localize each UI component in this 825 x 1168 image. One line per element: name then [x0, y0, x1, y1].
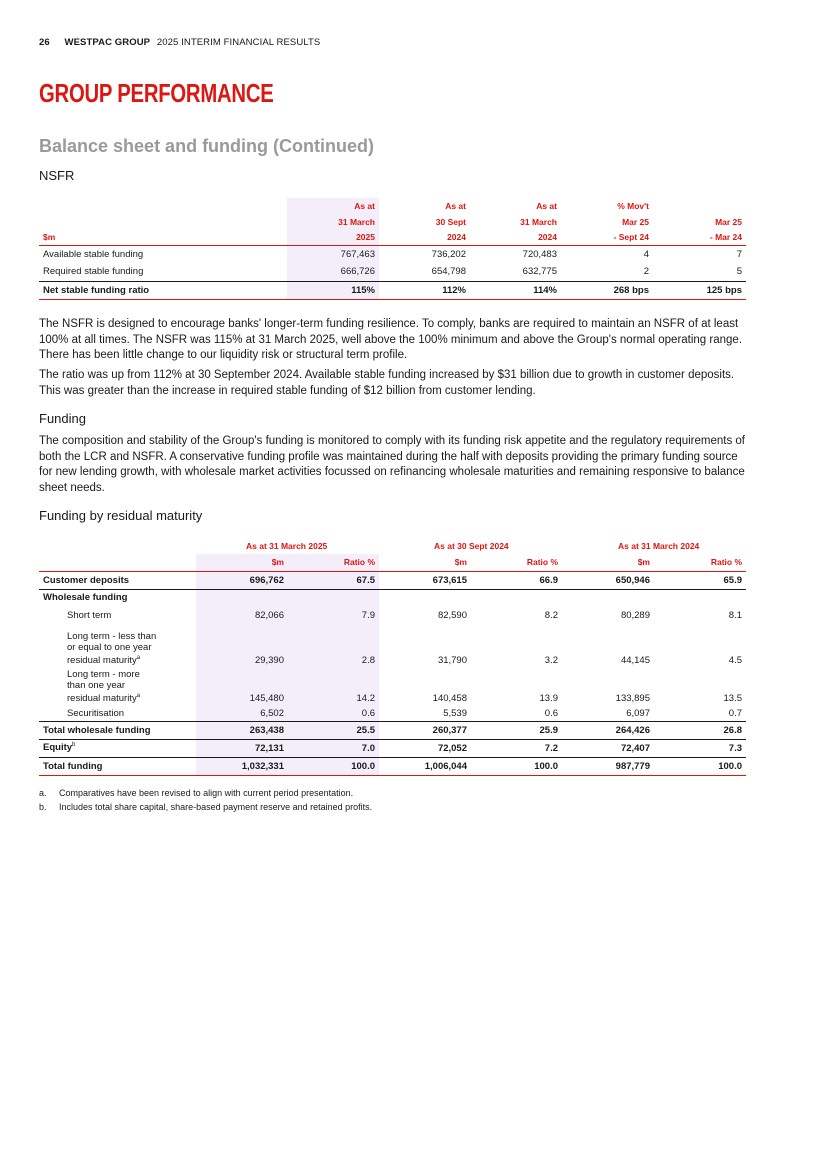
cell: 7.2 — [544, 742, 558, 754]
col-header: Mar 25 — [622, 217, 649, 227]
report-name: 2025 INTERIM FINANCIAL RESULTS — [156, 37, 321, 48]
footnote — [39, 788, 353, 798]
footnote-text: Includes total share capital, share-based payment reserve and retained profits. — [59, 802, 373, 812]
col-header: 2025 — [287, 230, 379, 245]
cell: 114% — [533, 284, 557, 296]
row-label: Total wholesale funding — [43, 724, 151, 736]
cell: 14.2 — [288, 668, 379, 706]
footnote-ref: a — [136, 654, 141, 661]
cell: 7.9 — [288, 606, 379, 624]
nsfr-header-row — [39, 230, 746, 245]
col-header: As at — [445, 201, 466, 211]
cell: 7.0 — [288, 739, 379, 757]
unit-label: $m — [43, 232, 56, 243]
row-label-text: Equity — [43, 742, 73, 754]
nsfr-header-row — [39, 214, 746, 230]
cell: 7 — [736, 248, 742, 260]
table-row — [39, 589, 746, 606]
cell: 72,131 — [196, 739, 288, 757]
funding-header-row — [39, 538, 746, 554]
cell: 987,779 — [615, 760, 650, 772]
company-name: WESTPAC GROUP — [64, 37, 151, 48]
cell: 720,483 — [522, 248, 557, 260]
table-row — [39, 668, 746, 706]
footnote-ref: b — [72, 742, 76, 749]
table-row — [39, 263, 746, 281]
col-header: $m — [637, 557, 650, 568]
row-label: Customer deposits — [43, 574, 130, 586]
row-label: Total funding — [43, 760, 103, 772]
row-label: Available stable funding — [43, 248, 144, 260]
cell: 65.9 — [723, 574, 742, 586]
funding-table-heading: Funding by residual maturity — [39, 508, 203, 523]
cell: 100.0 — [718, 760, 742, 772]
col-header: Ratio % — [526, 557, 558, 568]
cell: 80,289 — [620, 609, 650, 621]
col-header: 31 March — [520, 217, 557, 227]
cell: 1,032,331 — [196, 757, 288, 775]
col-header: 30 Sept — [435, 217, 466, 227]
table-row — [39, 606, 746, 624]
cell: 767,463 — [287, 245, 379, 263]
section-title: GROUP PERFORMANCE — [39, 78, 274, 108]
cell: 72,407 — [620, 742, 650, 754]
cell: 696,762 — [196, 571, 288, 589]
row-label: Securitisation — [67, 707, 125, 719]
cell: 25.9 — [539, 724, 558, 736]
footnote — [39, 802, 372, 812]
row-label-line: than one year — [67, 679, 126, 691]
row-label — [39, 739, 196, 757]
col-header: 2024 — [447, 232, 466, 243]
cell: 268 bps — [613, 284, 649, 296]
cell: 44,145 — [620, 655, 650, 666]
table-row — [39, 757, 746, 775]
cell: 2.8 — [288, 624, 379, 668]
row-label: Net stable funding ratio — [43, 284, 150, 296]
cell: 66.9 — [539, 574, 558, 586]
footnote-mark: a. — [39, 788, 47, 798]
col-header: As at — [536, 201, 557, 211]
col-header: - Mar 24 — [709, 232, 742, 243]
cell: 632,775 — [522, 266, 557, 278]
row-label-line: Long term - more — [67, 668, 140, 680]
col-header: 31 March — [287, 214, 379, 230]
table-row — [39, 571, 746, 589]
cell: 7.3 — [728, 742, 742, 754]
cell: 8.2 — [544, 609, 558, 621]
cell: 100.0 — [288, 757, 379, 775]
table-row — [39, 624, 746, 668]
table-row — [39, 245, 746, 263]
cell: 82,590 — [437, 609, 467, 621]
col-header: Ratio % — [288, 554, 379, 571]
group-header: As at 31 March 2024 — [618, 541, 700, 551]
col-header: Mar 25 — [715, 217, 742, 227]
cell: 654,798 — [431, 266, 466, 278]
cell: 82,066 — [196, 606, 288, 624]
cell: 4.5 — [728, 655, 742, 666]
col-header: 2024 — [538, 232, 557, 243]
cell: 125 bps — [706, 284, 742, 296]
col-header: $m — [196, 554, 288, 571]
cell: 3.2 — [544, 655, 558, 666]
cell: 1,006,044 — [424, 760, 467, 772]
col-header: % Mov't — [617, 201, 649, 211]
cell: 26.8 — [723, 724, 742, 736]
funding-header-row — [39, 554, 746, 571]
row-label-text: residual maturity — [67, 655, 137, 666]
cell: 112% — [442, 284, 466, 296]
row-label: Required stable funding — [43, 266, 144, 278]
col-header: Ratio % — [710, 557, 742, 568]
group-header: As at 31 March 2025 — [246, 541, 328, 551]
row-label: Wholesale funding — [43, 592, 128, 604]
funding-heading: Funding — [39, 411, 86, 426]
row-label-text: residual maturity — [67, 693, 137, 704]
footnote-mark: b. — [39, 802, 47, 812]
cell: 666,726 — [287, 263, 379, 281]
cell: 145,480 — [196, 668, 288, 706]
row-label — [39, 624, 196, 668]
cell: 6,502 — [196, 706, 288, 721]
cell: 140,458 — [432, 693, 467, 704]
cell: 4 — [643, 248, 649, 260]
nsfr-header-row — [39, 198, 746, 214]
paragraph: The ratio was up from 112% at 30 September 2024. Available stable funding increased by $31 billion due to growth in customer deposits. This was greater than the increase in required stable funding of $12 billion from customer lending. — [39, 369, 735, 397]
cell: 5 — [736, 266, 742, 278]
col-header: $m — [454, 557, 467, 568]
cell: 25.5 — [288, 721, 379, 739]
cell: 13.5 — [723, 693, 742, 704]
cell: 263,438 — [196, 721, 288, 739]
cell: 29,390 — [196, 624, 288, 668]
cell: 650,946 — [615, 574, 650, 586]
cell: 0.7 — [728, 707, 742, 719]
cell: 8.1 — [728, 609, 742, 621]
cell: 100.0 — [534, 760, 558, 772]
cell: 115% — [287, 281, 379, 299]
page-header — [39, 37, 320, 48]
paragraph: The composition and stability of the Group's funding is monitored to comply with its funding risk appetite and the regulatory requirements of both the LCR and NSFR. A conservative funding profile was maintained during the half with deposits providing the primary funding source for new lending growth, with wholesale market activities focussed on refinancing wholesale maturities and remaining responsive to balance sheet needs. — [39, 435, 745, 494]
table-row — [39, 739, 746, 757]
table-row — [39, 281, 746, 299]
cell: 133,895 — [615, 693, 650, 704]
paragraph: The NSFR is designed to encourage banks' longer-term funding resilience. To comply, banks are required to maintain an NSFR of at least 100% at all times. The NSFR was 115% at 31 March 2025, well above the 100% minimum and above the Group's normal operating range. There has been little change to our liquidity risk or structural term profile. — [39, 318, 743, 361]
cell: 2 — [643, 266, 649, 278]
cell: 0.6 — [544, 707, 558, 719]
cell: 673,615 — [432, 574, 467, 586]
row-label: Short term — [67, 609, 112, 621]
cell: 13.9 — [539, 693, 558, 704]
cell: 5,539 — [443, 707, 467, 719]
group-header: As at 30 Sept 2024 — [434, 541, 509, 551]
funding-table — [39, 538, 746, 776]
col-header: As at — [287, 198, 379, 214]
page-number: 26 — [39, 37, 50, 48]
row-label — [39, 668, 196, 706]
cell: 6,097 — [626, 707, 650, 719]
table-row — [39, 721, 746, 739]
footnote-ref: a — [136, 692, 141, 699]
row-label-line — [67, 653, 192, 666]
cell: 72,052 — [437, 742, 467, 754]
row-label-line: Long term - less than — [67, 630, 157, 642]
table-row — [39, 706, 746, 721]
cell: 67.5 — [288, 571, 379, 589]
footnote-text: Comparatives have been revised to align with current period presentation. — [59, 788, 354, 798]
subtitle: Balance sheet and funding (Continued) — [39, 136, 375, 156]
cell: 0.6 — [288, 706, 379, 721]
col-header: - Sept 24 — [613, 232, 649, 243]
nsfr-heading: NSFR — [39, 168, 75, 183]
nsfr-table — [39, 198, 746, 300]
row-label-line: or equal to one year — [67, 641, 152, 653]
cell: 31,790 — [437, 655, 467, 666]
cell: 264,426 — [615, 724, 650, 736]
cell: 260,377 — [432, 724, 467, 736]
cell: 736,202 — [431, 248, 466, 260]
row-label-line — [67, 691, 192, 704]
